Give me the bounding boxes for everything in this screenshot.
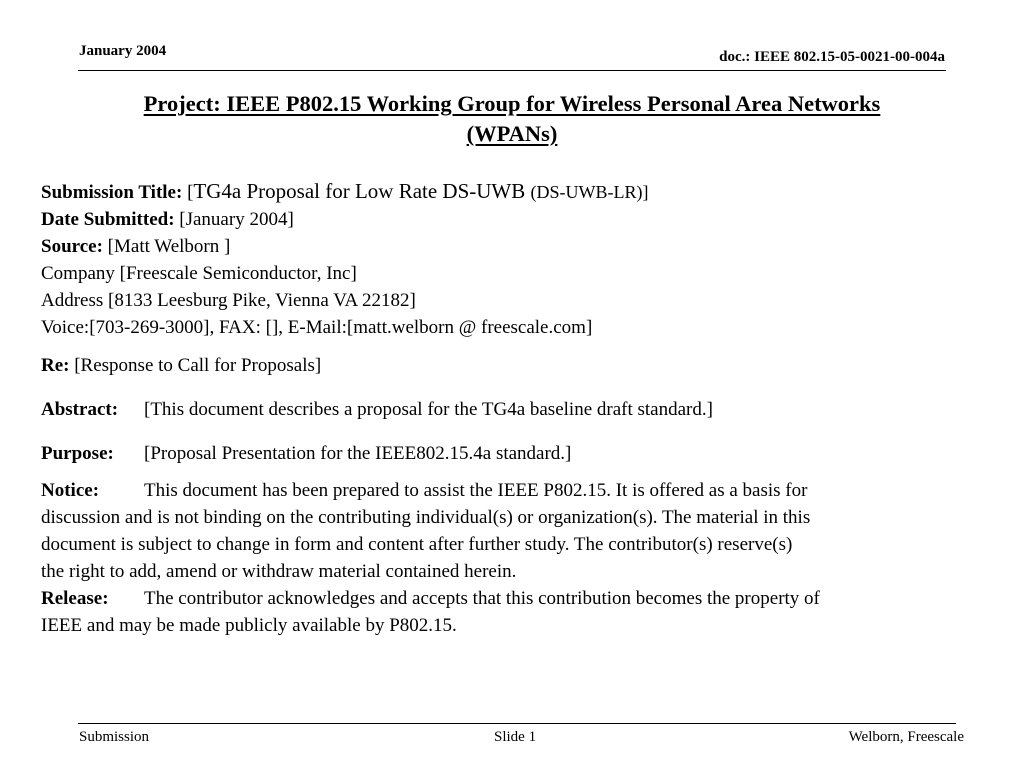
project-title-line2: (WPANs) bbox=[466, 121, 558, 146]
notice-label: Notice: bbox=[41, 480, 100, 501]
submission-block bbox=[41, 178, 991, 341]
release-line2: IEEE and may be made publicly available by P802.15. bbox=[41, 615, 457, 636]
re-row bbox=[41, 352, 991, 379]
submission-title-label: Submission Title: bbox=[41, 182, 183, 203]
footer-submission: Submission bbox=[79, 729, 150, 745]
address-row: Address [8133 Leesburg Pike, Vienna VA 22182] bbox=[41, 290, 416, 311]
notice-line2: discussion and is not binding on the contributing individual(s) or organization(s). The material in this bbox=[41, 507, 811, 528]
abstract-row bbox=[41, 396, 991, 423]
notice-line4: the right to add, amend or withdraw material contained herein. bbox=[41, 561, 517, 582]
source-row bbox=[41, 233, 991, 260]
release-text-first: The contributor acknowledges and accepts that this contribution becomes the property of bbox=[144, 588, 820, 609]
purpose-row bbox=[41, 440, 991, 467]
date-submitted-label: Date Submitted: bbox=[41, 209, 175, 230]
notice-line1 bbox=[41, 477, 991, 504]
source-value: [Matt Welborn ] bbox=[102, 236, 231, 257]
submission-title-row bbox=[41, 178, 991, 206]
footer-author: Welborn, Freescale bbox=[848, 729, 964, 745]
source-label: Source: bbox=[41, 236, 103, 257]
notice-line3: document is subject to change in form and content after further study. The contributor(s) reserve(s) bbox=[41, 534, 793, 555]
footer-rule bbox=[78, 723, 956, 724]
purpose-value: [Proposal Presentation for the IEEE802.15.4a standard.] bbox=[144, 443, 572, 464]
abstract-value: [This document describes a proposal for the TG4a baseline draft standard.] bbox=[144, 399, 713, 420]
re-value: [Response to Call for Proposals] bbox=[69, 355, 322, 376]
header-rule bbox=[78, 70, 946, 71]
release-line1 bbox=[41, 585, 991, 612]
purpose-label: Purpose: bbox=[41, 443, 114, 464]
header-date: January 2004 bbox=[79, 43, 167, 59]
header-doc-id: doc.: IEEE 802.15-05-0021-00-004a bbox=[719, 49, 945, 65]
submission-title-paren: (DS-UWB-LR)] bbox=[530, 182, 649, 202]
re-label: Re: bbox=[41, 355, 70, 376]
voice-row: Voice:[703-269-3000], FAX: [], E-Mail:[matt.welborn @ freescale.com] bbox=[41, 317, 593, 338]
date-submitted-row bbox=[41, 206, 991, 233]
project-title-line1: Project: IEEE P802.15 Working Group for Wireless Personal Area Networks bbox=[143, 91, 881, 116]
date-submitted-value: [January 2004] bbox=[174, 209, 294, 230]
footer-slide-number: Slide 1 bbox=[494, 729, 537, 745]
submission-title-open: [ bbox=[182, 182, 194, 203]
project-title bbox=[60, 89, 964, 149]
release-label: Release: bbox=[41, 588, 109, 609]
submission-title-value: TG4a Proposal for Low Rate DS-UWB bbox=[193, 179, 531, 203]
notice-text-first: This document has been prepared to assist the IEEE P802.15. It is offered as a basis for bbox=[144, 480, 808, 501]
company-row: Company [Freescale Semiconductor, Inc] bbox=[41, 263, 357, 284]
notice-block bbox=[41, 477, 991, 639]
abstract-label: Abstract: bbox=[41, 399, 119, 420]
